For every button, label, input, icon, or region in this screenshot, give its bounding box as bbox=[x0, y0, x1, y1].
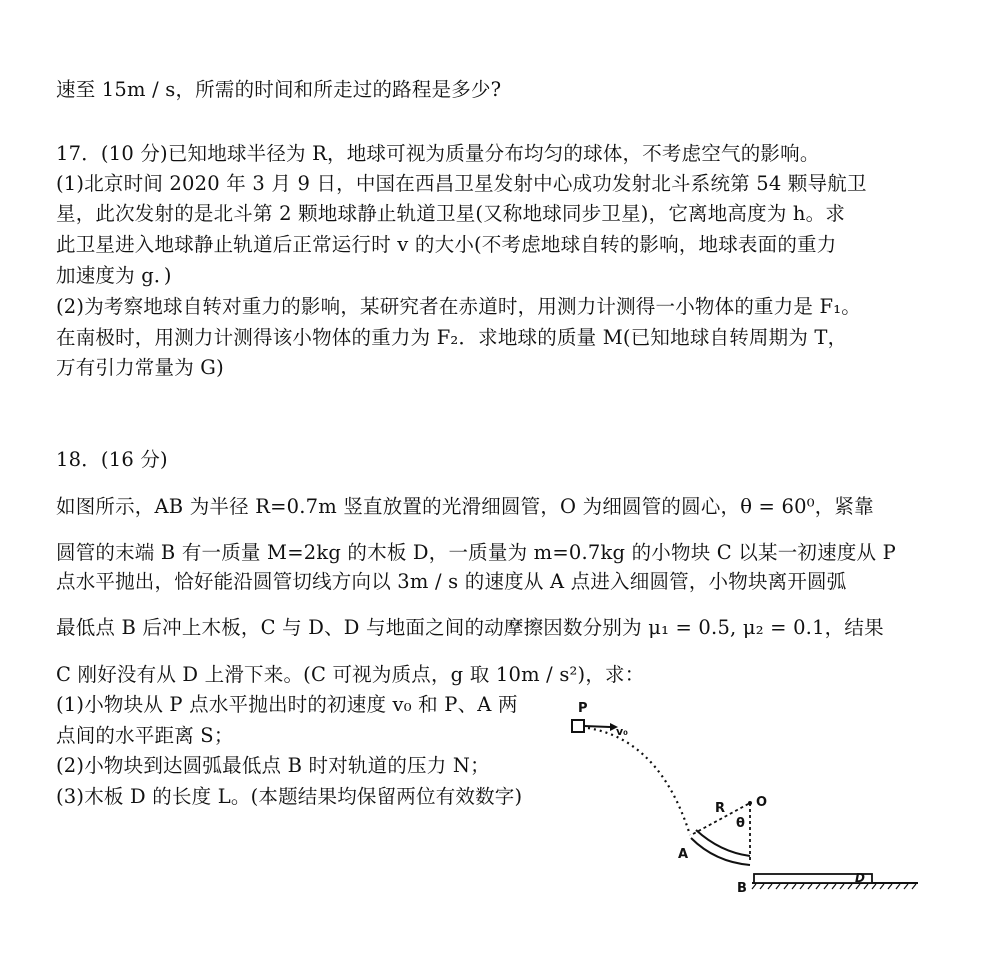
q18-desc-line1: 如图所示，AB 为半径 R=0.7m 竖直放置的光滑细圆管，O 为细圆管的圆心，θ = 60⁰，紧靠 bbox=[56, 495, 874, 518]
label-a: A bbox=[678, 847, 689, 862]
q18-header: 18．(16 分) bbox=[56, 448, 168, 471]
label-d: D bbox=[855, 871, 865, 885]
q17-header: 17．(10 分)已知地球半径为 R，地球可视为质量分布均匀的球体，不考虑空气的影响。 bbox=[56, 142, 820, 165]
q18-sub1-line2: 点间的水平距离 S； bbox=[56, 724, 234, 747]
q18-desc-line2: 圆管的末端 B 有一质量 M=2kg 的木板 D，一质量为 m=0.7kg 的小物块 C 以某一初速度从 P bbox=[56, 541, 896, 564]
block-at-p bbox=[572, 720, 584, 732]
label-b: B bbox=[737, 881, 747, 896]
q18-sub1-line1: (1)小物块从 P 点水平抛出时的初速度 v₀ 和 P、A 两 bbox=[56, 693, 518, 716]
q17-part1-line2: 星，此次发射的是北斗第 2 颗地球静止轨道卫星(又称地球同步卫星)，它离地高度为 h。求 bbox=[56, 202, 846, 225]
trajectory-path bbox=[588, 728, 690, 835]
physics-figure bbox=[560, 690, 930, 905]
label-r: R bbox=[715, 801, 726, 816]
q17-part1-line3: 此卫星进入地球静止轨道后正常运行时 v 的大小(不考虑地球自转的影响，地球表面的重力 bbox=[56, 233, 837, 256]
q18-sub3: (3)木板 D 的长度 L。(本题结果均保留两位有效数字) bbox=[56, 785, 523, 808]
velocity-arrow bbox=[584, 726, 610, 727]
label-o: O bbox=[756, 795, 768, 810]
label-v0: v₀ bbox=[616, 725, 628, 738]
ground-hatching bbox=[752, 884, 916, 889]
q17-part2-line2: 在南极时，用测力计测得该小物体的重力为 F₂．求地球的质量 M(已知地球自转周期为 T， bbox=[56, 326, 848, 349]
label-p: P bbox=[578, 701, 588, 716]
q18-desc-line5: C 刚好没有从 D 上滑下来。(C 可视为质点，g 取 10m / s²)，求： bbox=[56, 663, 645, 686]
q18-sub2: (2)小物块到达圆弧最低点 B 时对轨道的压力 N； bbox=[56, 754, 490, 777]
q18-desc-line4: 最低点 B 后冲上木板，C 与 D、D 与地面之间的动摩擦因数分别为 μ₁ = 0.5, μ₂ = 0.1，结果 bbox=[56, 616, 884, 639]
label-theta: θ bbox=[736, 816, 745, 831]
q18-desc-line3: 点水平抛出，恰好能沿圆管切线方向以 3m / s 的速度从 A 点进入细圆管，小物块离开圆弧 bbox=[56, 570, 847, 593]
center-o bbox=[748, 801, 752, 805]
q17-part2-line1: (2)为考察地球自转对重力的影响，某研究者在赤道时，用测力计测得一小物体的重力是 F₁。 bbox=[56, 295, 861, 318]
tube-arc-outer bbox=[691, 838, 750, 865]
q17-part2-line3: 万有引力常量为 G) bbox=[56, 356, 224, 379]
q16-tail-line: 速至 15m / s，所需的时间和所走过的路程是多少? bbox=[56, 78, 502, 101]
q17-part1-line1: (1)北京时间 2020 年 3 月 9 日，中国在西昌卫星发射中心成功发射北斗系统第 54 颗导航卫 bbox=[56, 172, 867, 195]
q17-part1-line4: 加速度为 g．) bbox=[56, 264, 172, 287]
tube-arc-inner bbox=[696, 830, 750, 856]
